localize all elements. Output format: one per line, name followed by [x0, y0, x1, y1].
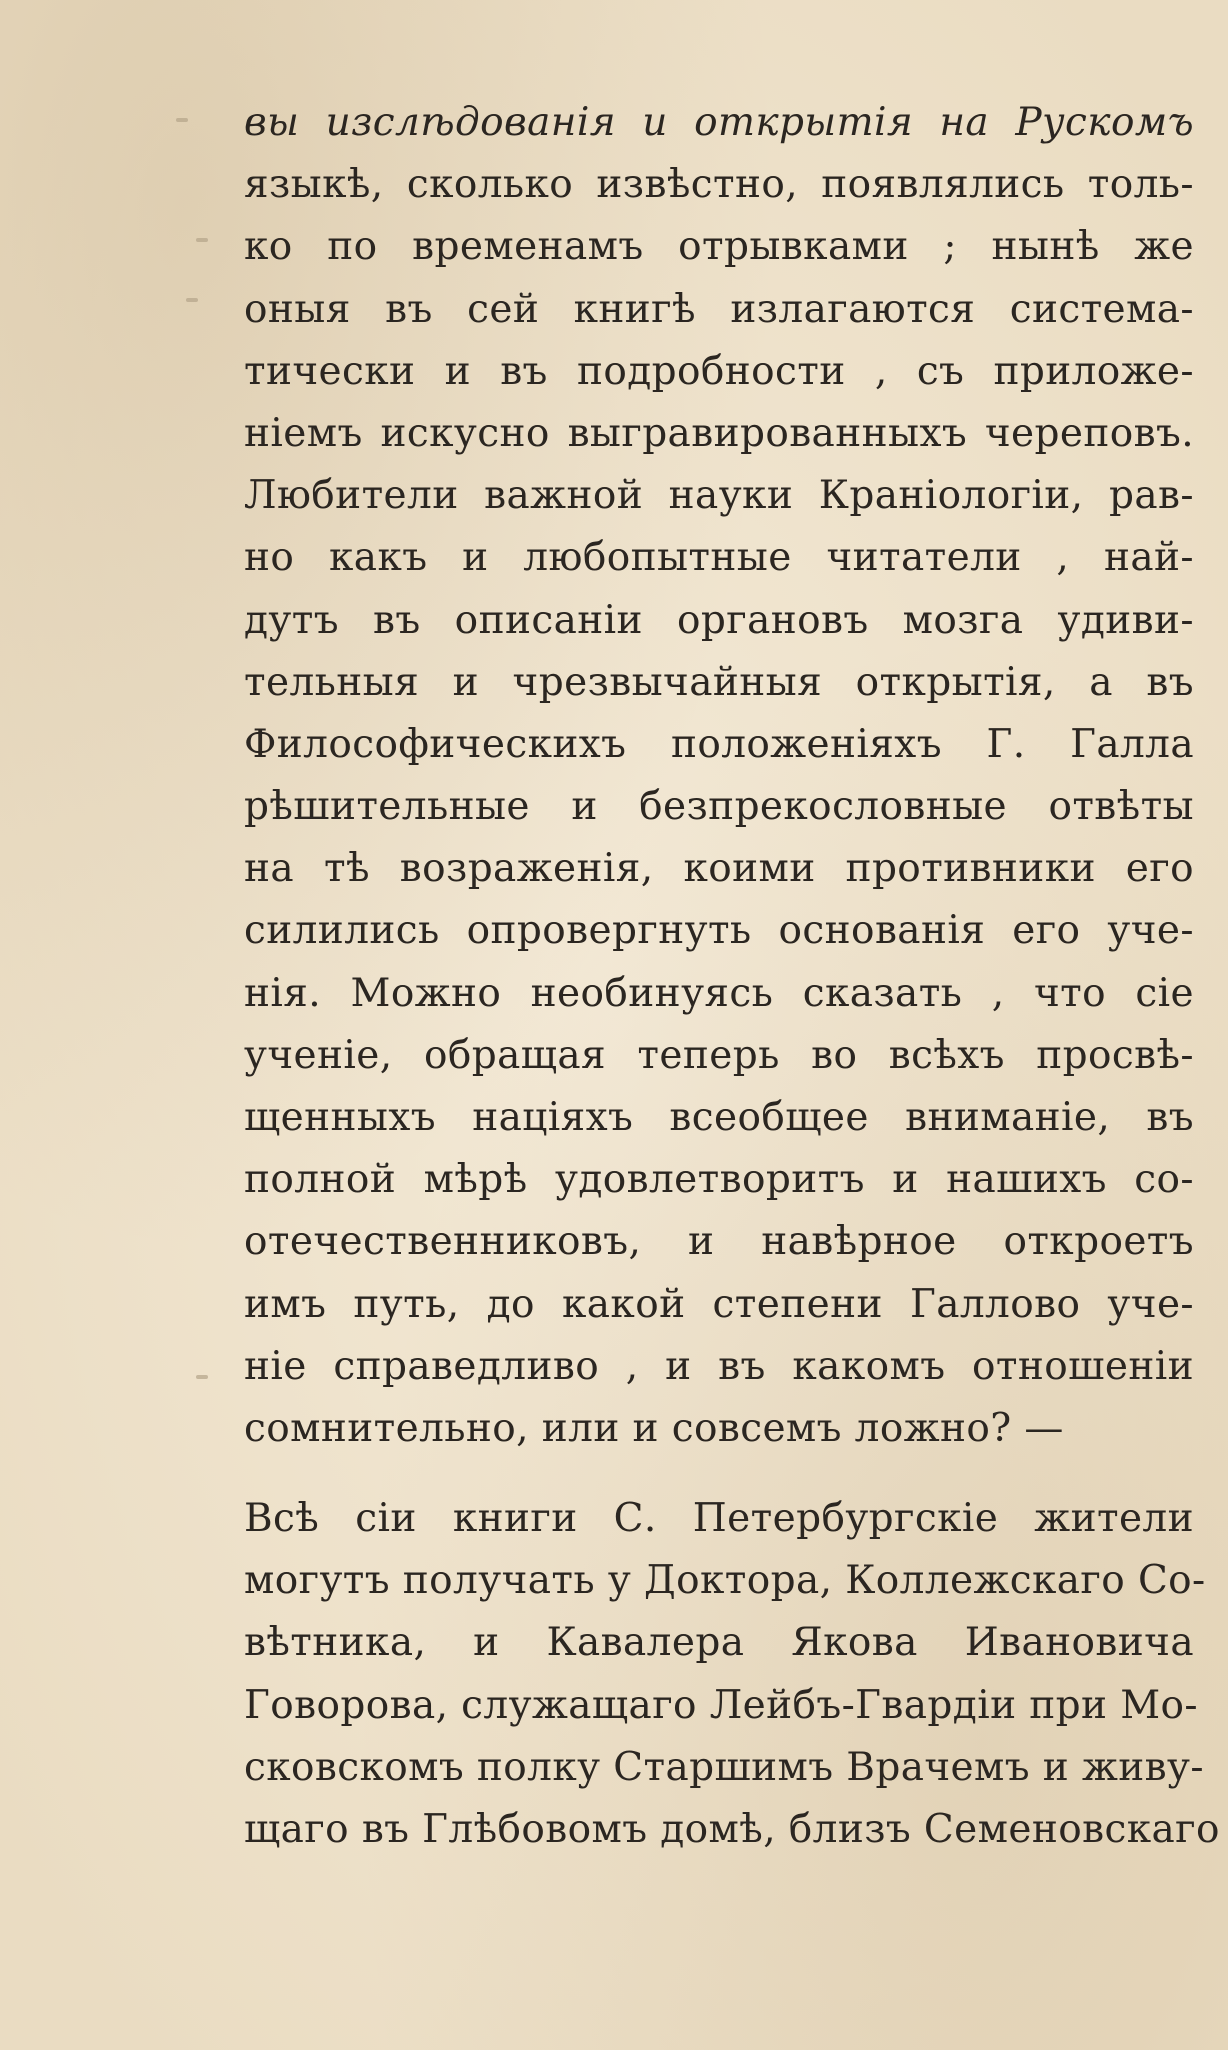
- paragraph-continuation: [244, 92, 1194, 1460]
- text-line-content: вы изслѣдованія и открытія на Рускомъ: [244, 100, 1194, 145]
- text-line: имъ путь, до какой степени Галлово уче-: [244, 1281, 1194, 1327]
- text-line: сомнительно, или и совсемъ ложно? —: [244, 1405, 1064, 1451]
- text-line: оныя въ сей книгѣ излагаются система-: [244, 286, 1194, 332]
- text-line: на тѣ возраженія, коими противники его: [244, 846, 1194, 892]
- text-line: рѣшительные и безпрекословные отвѣты: [244, 784, 1194, 830]
- text-line: силились опровергнуть основанія его уче-: [244, 908, 1194, 954]
- text-line: Философическихъ положеніяхъ Г. Галла: [244, 721, 1194, 767]
- text-line: ученіе, обращая теперь во всѣхъ просвѣ-: [244, 1032, 1194, 1078]
- text-line: могутъ получать у Доктора, Коллежскаго Со-: [244, 1558, 1206, 1604]
- text-line: нія. Можно необинуясь сказать , что сіе: [244, 970, 1194, 1016]
- text-line: Любители важной науки Краніологіи, рав-: [244, 473, 1194, 519]
- text-line: сковскомъ полку Старшимъ Врачемъ и живу-: [244, 1744, 1204, 1790]
- text-line: ко по временамъ отрывками ; нынѣ же: [244, 224, 1194, 270]
- text-line: отечественниковъ, и навѣрное откроетъ: [244, 1219, 1194, 1265]
- text-line: тельныя и чрезвычайныя открытія, а въ: [244, 659, 1194, 705]
- text-line: вѣтника, и Кавалера Якова Ивановича: [244, 1620, 1194, 1666]
- margin-mark: [196, 238, 208, 242]
- text-line: Говорова, служащаго Лейбъ-Гвардіи при Мо-: [244, 1682, 1198, 1728]
- text-line: щенныхъ націяхъ всеобщее вниманіе, въ: [244, 1095, 1194, 1140]
- text-line: дутъ въ описаніи органовъ мозга удиви-: [244, 597, 1194, 643]
- paragraph-booksellers: [244, 1488, 1220, 1861]
- text-line: тически и въ подробности , съ приложе-: [244, 348, 1194, 394]
- text-line: полной мѣрѣ удовлетворитъ и нашихъ со-: [244, 1157, 1194, 1203]
- text-line: но какъ и любопытные читатели , най-: [244, 535, 1194, 581]
- margin-mark: [186, 298, 198, 302]
- text-line: языкѣ, сколько извѣстно, появлялись толь-: [244, 162, 1194, 208]
- text-line: [244, 92, 1194, 154]
- margin-mark: [176, 118, 188, 122]
- text-line: ніемъ искусно выгравированныхъ череповъ.: [244, 410, 1194, 456]
- text-line: щаго въ Глѣбовомъ домѣ, близъ Семеновскаго: [244, 1806, 1220, 1852]
- text-line: ніе справедливо , и въ какомъ отношеніи: [244, 1343, 1194, 1389]
- text-line: Всѣ сіи книги С. Петербургскіе жители: [244, 1496, 1194, 1541]
- margin-mark: [196, 1375, 208, 1379]
